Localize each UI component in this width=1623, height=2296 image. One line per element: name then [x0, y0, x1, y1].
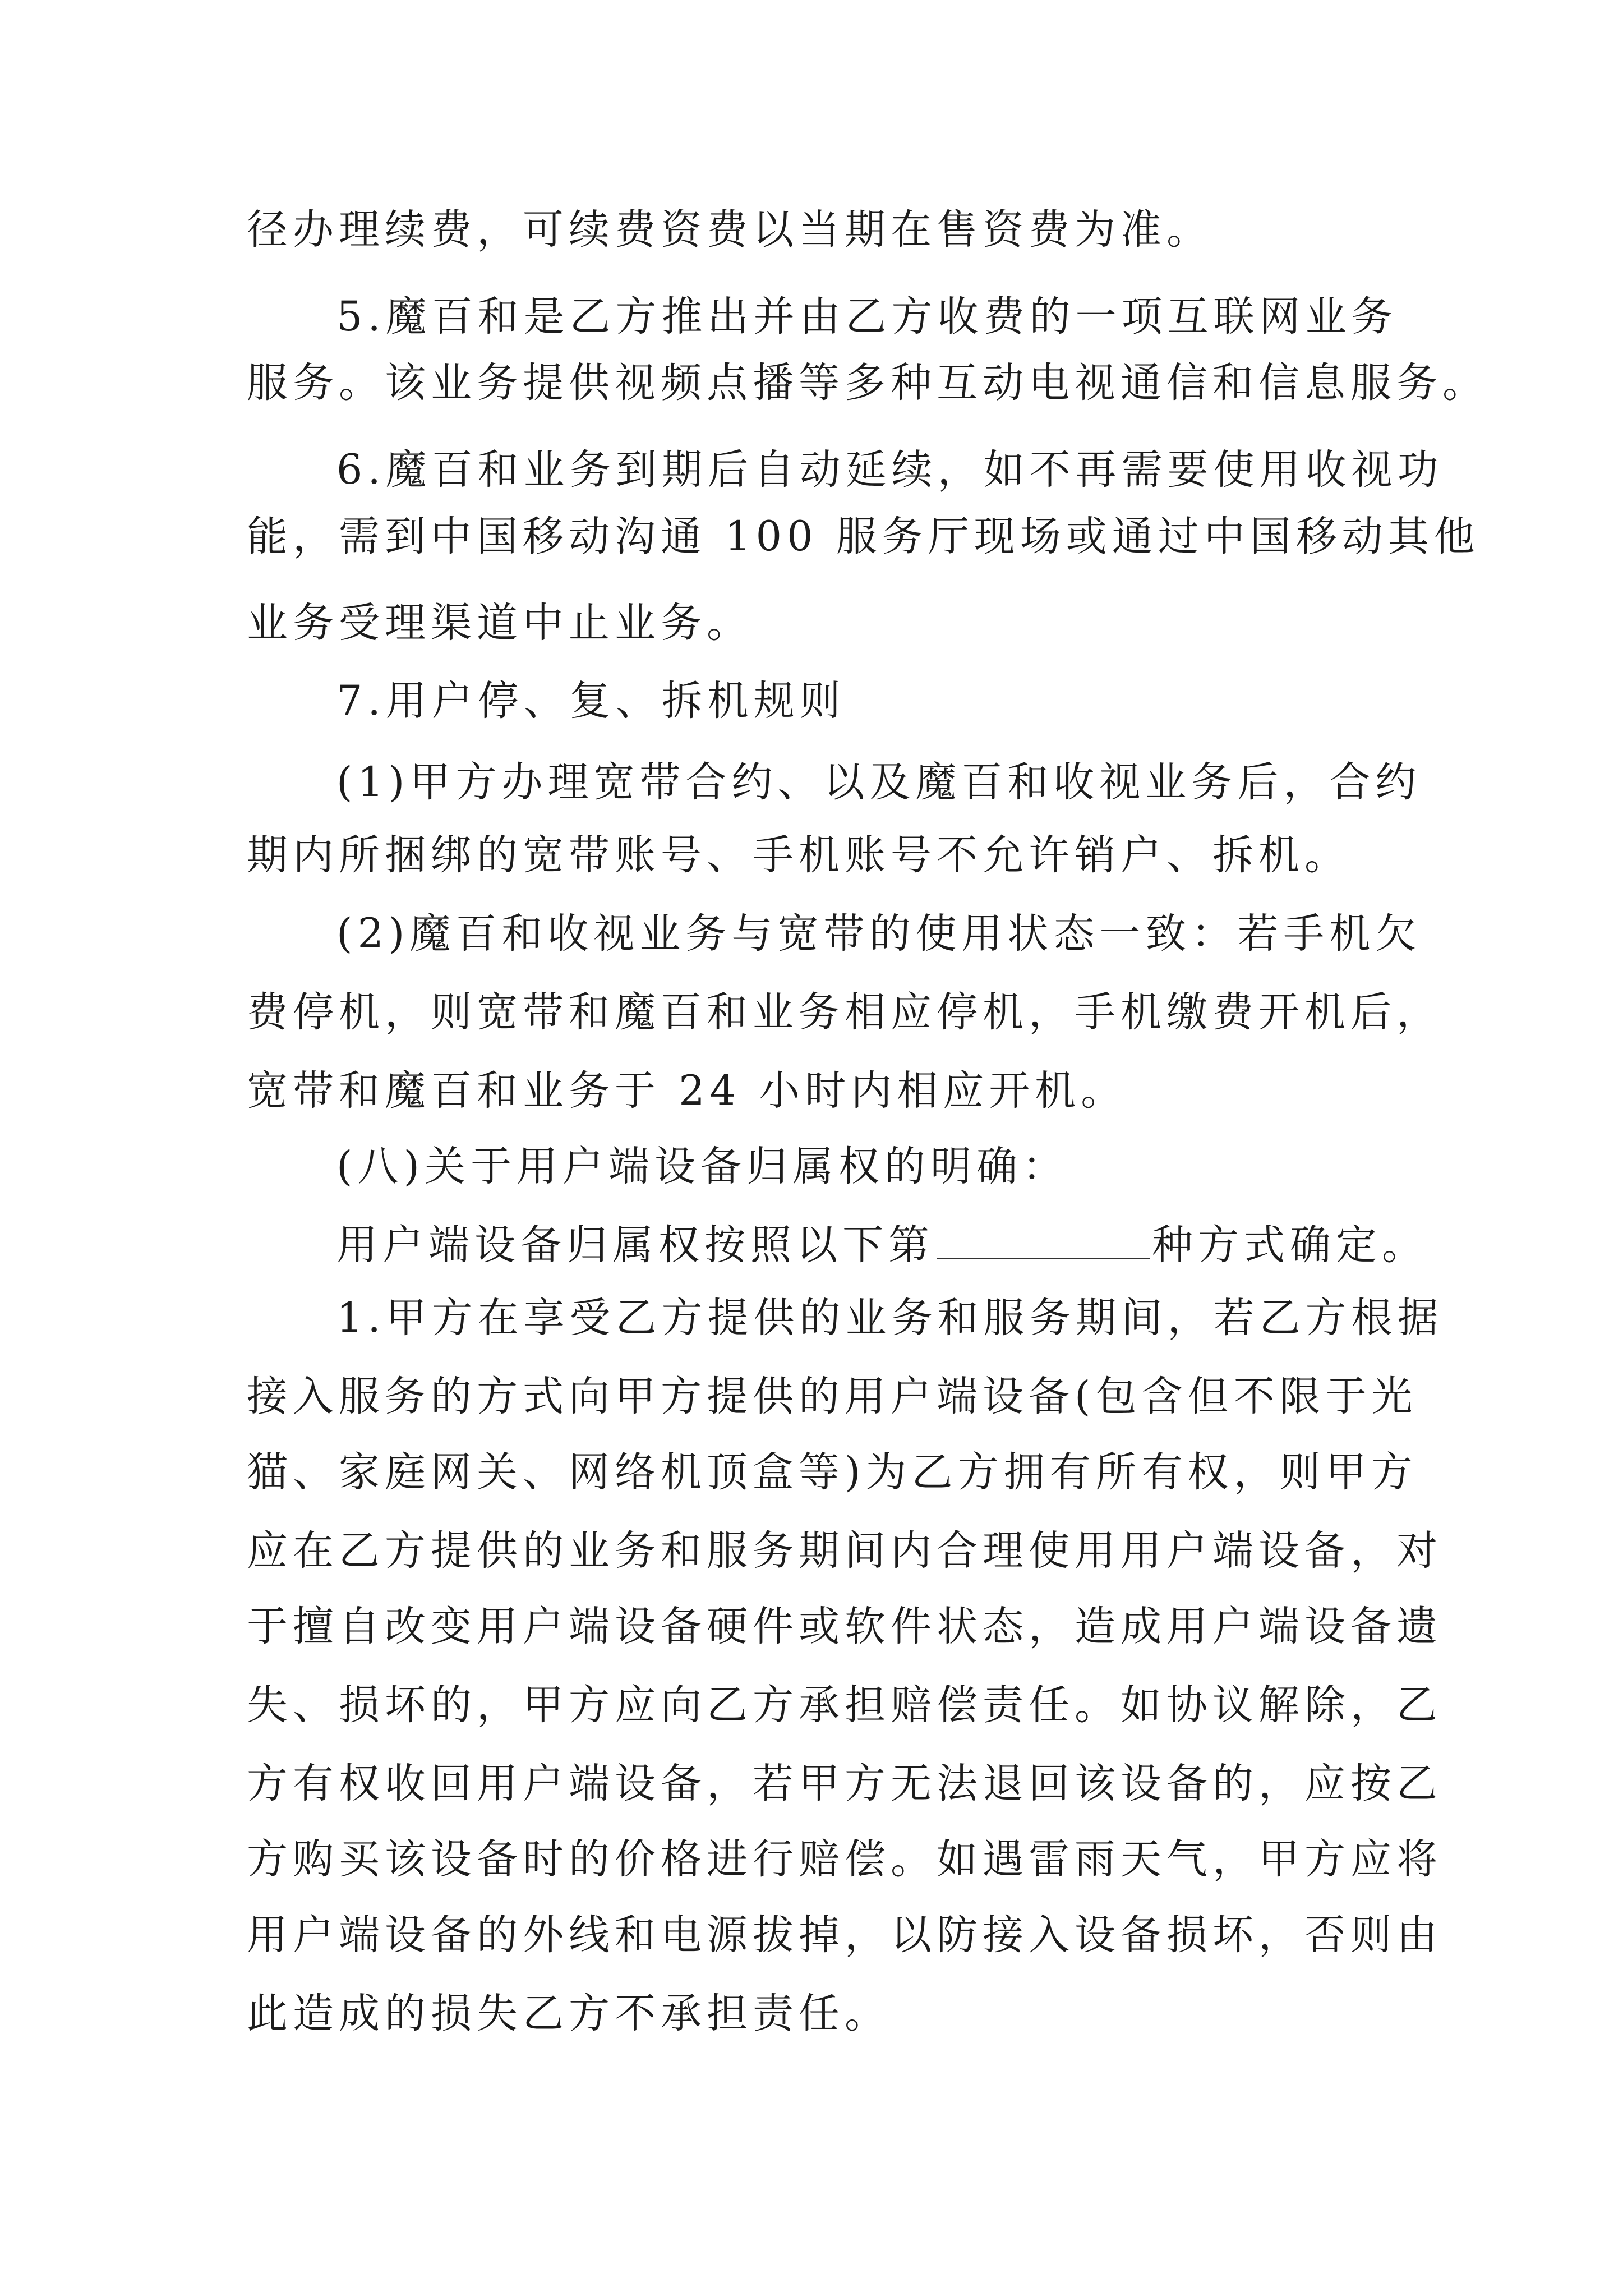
- text-line: 方购买该设备时的价格进行赔偿。如遇雷雨天气，甲方应将: [247, 1835, 1442, 1883]
- fill-line-before: 用户端设备归属权按照以下第: [336, 1221, 934, 1269]
- text-line: 业务受理渠道中止业务。: [247, 599, 753, 647]
- text-line: 用户端设备的外线和电源拔掉，以防接入设备损坏，否则由: [247, 1911, 1442, 1959]
- text-line: 失、损坏的，甲方应向乙方承担赔偿责任。如协议解除，乙: [247, 1681, 1442, 1729]
- text-line: 猫、家庭网关、网络机顶盒等)为乙方拥有所有权，则甲方: [247, 1448, 1418, 1496]
- text-line: (2)魔百和收视业务与宽带的使用状态一致：若手机欠: [336, 910, 1422, 958]
- text-line: 7.用户停、复、拆机规则: [336, 677, 846, 725]
- text-line: 费停机，则宽带和魔百和业务相应停机，手机缴费开机后，: [247, 988, 1442, 1036]
- text-line: 期内所捆绑的宽带账号、手机账号不允许销户、拆机。: [247, 831, 1350, 879]
- text-line: 1.甲方在享受乙方提供的业务和服务期间，若乙方根据: [336, 1294, 1444, 1342]
- text-line: 于擅自改变用户端设备硬件或软件状态，造成用户端设备遗: [247, 1603, 1442, 1650]
- text-line: (1)甲方办理宽带合约、以及魔百和收视业务后，合约: [336, 758, 1422, 806]
- text-line: 6.魔百和业务到期后自动延续，如不再需要使用收视功: [336, 446, 1444, 494]
- text-line: 方有权收回用户端设备，若甲方无法退回该设备的，应按乙: [247, 1760, 1442, 1807]
- text-line: 接入服务的方式向甲方提供的用户端设备(包含但不限于光: [247, 1373, 1418, 1420]
- section-heading: (八)关于用户端设备归属权的明确：: [336, 1143, 1068, 1190]
- fill-in-blank[interactable]: [937, 1218, 1150, 1259]
- text-line: 此造成的损失乙方不承担责任。: [247, 1990, 891, 2037]
- text-line: 5.魔百和是乙方推出并由乙方收费的一项互联网业务: [336, 293, 1398, 341]
- text-line: 宽带和魔百和业务于 24 小时内相应开机。: [247, 1067, 1127, 1115]
- text-line: 服务。该业务提供视频点播等多种互动电视通信和信息服务。: [247, 359, 1488, 407]
- text-line: 径办理续费，可续费资费以当期在售资费为准。: [247, 206, 1212, 254]
- fill-line-after: 种方式确定。: [1152, 1221, 1428, 1269]
- fill-line: [336, 1217, 1428, 1273]
- text-line: 应在乙方提供的业务和服务期间内合理使用用户端设备，对: [247, 1527, 1442, 1575]
- text-line: 能，需到中国移动沟通 100 服务厅现场或通过中国移动其他: [247, 513, 1480, 560]
